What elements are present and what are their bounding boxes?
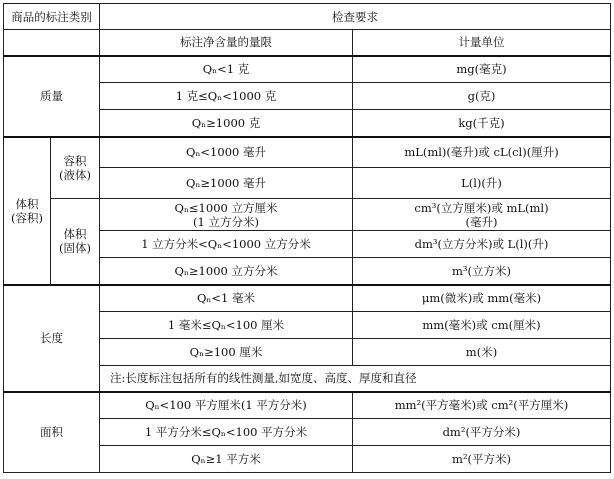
range-cell: 1 立方分米<Qₙ<1000 立方分米 xyxy=(100,231,353,258)
range-cell: Qₙ≥1 平方米 xyxy=(100,446,353,473)
range-cell: 1 克≤Qₙ<1000 克 xyxy=(100,83,353,110)
unit-cell: cm³(立方厘米)或 mL(ml) (毫升) xyxy=(353,199,611,231)
table-row xyxy=(4,56,611,83)
range-cell: 1 平方分米≤Qₙ<100 平方分米 xyxy=(100,419,353,446)
unit-cell: μm(微米)或 mm(毫米) xyxy=(353,285,611,312)
range-cell: Qₙ≤1000 立方厘米 (1 立方分米) xyxy=(100,199,353,231)
range-cell: Qₙ≥1000 克 xyxy=(100,110,353,137)
header-row xyxy=(4,4,611,30)
length-note: 注:长度标注包括所有的线性测量,如宽度、高度、厚度和直径 xyxy=(100,366,611,392)
range-cell: Qₙ<1 克 xyxy=(100,56,353,83)
table-row xyxy=(4,199,611,231)
unit-cell: dm²(平方分米) xyxy=(353,419,611,446)
category-volume: 体积 (容积) xyxy=(4,137,51,285)
unit-cell: m²(平方米) xyxy=(353,446,611,473)
range-cell: Qₙ<1 毫米 xyxy=(100,285,353,312)
range-cell: Qₙ≥1000 毫升 xyxy=(100,168,353,199)
subheader-row xyxy=(4,30,611,56)
subcategory-liquid: 容积 (液体) xyxy=(51,137,100,199)
range-cell: 1 毫米≤Qₙ<100 厘米 xyxy=(100,312,353,339)
subcategory-solid: 体积 (固体) xyxy=(51,199,100,285)
table-row xyxy=(4,285,611,312)
header-category: 商品的标注类别 xyxy=(4,4,100,30)
range-cell: Qₙ≥1000 立方分米 xyxy=(100,258,353,285)
unit-cell: mm(毫米)或 cm(厘米) xyxy=(353,312,611,339)
header-requirement: 检查要求 xyxy=(100,4,611,30)
unit-cell: mg(毫克) xyxy=(353,56,611,83)
table-row xyxy=(4,392,611,419)
range-cell: Qₙ<100 平方厘米(1 平方分米) xyxy=(100,392,353,419)
net-content-table xyxy=(3,3,611,473)
category-area: 面积 xyxy=(4,392,100,473)
unit-cell: kg(千克) xyxy=(353,110,611,137)
unit-cell: m(米) xyxy=(353,339,611,366)
unit-cell: g(克) xyxy=(353,83,611,110)
unit-cell: mm²(平方毫米)或 cm²(平方厘米) xyxy=(353,392,611,419)
unit-cell: m³(立方米) xyxy=(353,258,611,285)
range-cell: Qₙ≥100 厘米 xyxy=(100,339,353,366)
unit-cell: L(l)(升) xyxy=(353,168,611,199)
category-length: 长度 xyxy=(4,285,100,392)
header-range: 标注净含量的量限 xyxy=(100,30,353,56)
category-mass: 质量 xyxy=(4,56,100,137)
range-cell: Qₙ<1000 毫升 xyxy=(100,137,353,168)
header-unit: 计量单位 xyxy=(353,30,611,56)
table-row xyxy=(4,137,611,168)
unit-cell: mL(ml)(毫升)或 cL(cl)(厘升) xyxy=(353,137,611,168)
unit-cell: dm³(立方分米)或 L(l)(升) xyxy=(353,231,611,258)
